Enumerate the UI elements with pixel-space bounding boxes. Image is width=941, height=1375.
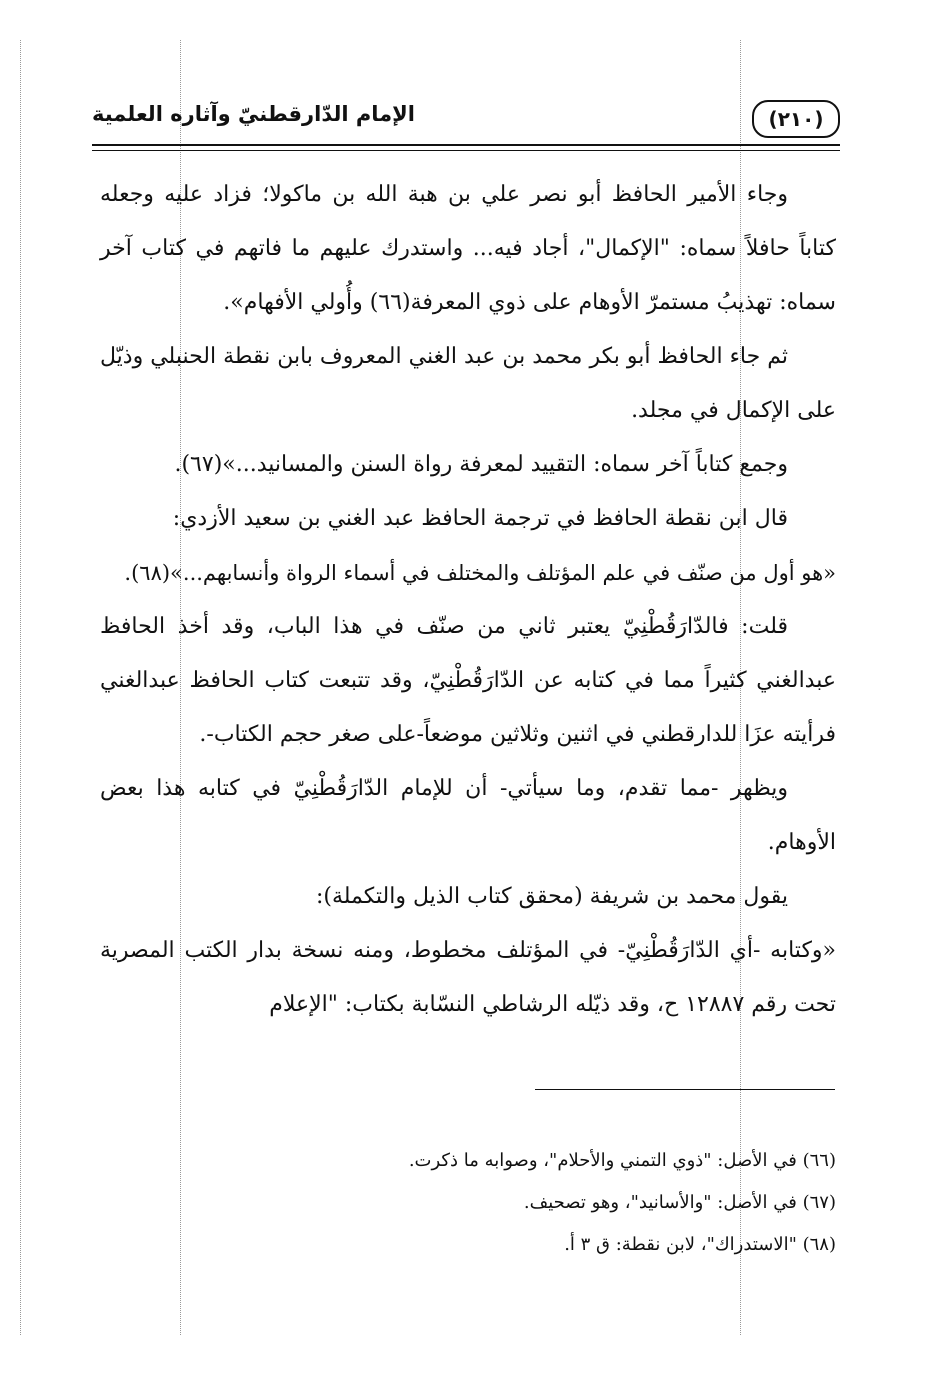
footnote: (٦٨) "الاستدراك"، لابن نقطة: ق ٣ أ. xyxy=(564,1234,836,1255)
paragraph: وجاء الأمير الحافظ أبو نصر علي بن هبة الله بن ماكولا؛ فزاد عليه وجعله كتاباً حافلاً سماه: "الإكمال"، أجاد فيه... واستدرك عليهم ما فاتهم في كتاب آخر سماه: تهذيبُ مستمرّ الأوهام على ذوي المعرفة(٦٦) وأُولي الأفهام». xyxy=(100,182,836,315)
quotation: «وكتابه -أي الدّارَقُطْنِيّ- في المؤتلف مخطوط، ومنه نسخة بدار الكتب المصرية تحت رقم ١٢٨٨٧ ح، وقد ذيّله الرشاطي النسّابة بكتاب: "الإعلام xyxy=(100,938,836,1017)
main-text xyxy=(100,168,836,1032)
paragraph: قال ابن نقطة الحافظ في ترجمة الحافظ عبد الغني بن سعيد الأزدي: xyxy=(172,506,788,531)
page-number: (٢١٠) xyxy=(752,100,840,138)
paragraph: ثم جاء الحافظ أبو بكر محمد بن عبد الغني المعروف بابن نقطة الحنبلي وذيّل على الإكمال في مجلد. xyxy=(100,344,836,423)
header-rule xyxy=(92,144,840,146)
paragraph: وجمع كتاباً آخر سماه: التقييد لمعرفة رواة السنن والمسانيد...»(٦٧). xyxy=(174,452,788,477)
header-rule-thin xyxy=(92,150,840,151)
paragraph: ويظهر -مما تقدم، وما سيأتي- أن للإمام الدّارَقُطْنِيّ في كتابه هذا بعض الأوهام. xyxy=(100,776,836,855)
quotation: «هو أول من صنّف في علم المؤتلف والمختلف في أسماء الرواة وأنسابهم...»(٦٨). xyxy=(124,561,836,585)
footnote: (٦٦) في الأصل: "ذوي التمني والأحلام"، وصوابه ما ذكرت. xyxy=(408,1150,836,1171)
paragraph: يقول محمد بن شريفة (محقق كتاب الذيل والتكملة): xyxy=(315,884,788,909)
running-title: الإمام الدّارقطنيّ وآثاره العلمية xyxy=(92,102,415,126)
paragraph: قلت: فالدّارَقُطْنِيّ يعتبر ثاني من صنّف في هذا الباب، وقد أخذ الحافظ عبدالغني كثيراً مما في كتابه عن الدّارَقُطْنِيّ، وقد تتبعت كتاب الحافظ عبدالغني فرأيته عزَا للدارقطني في اثنين وثلاثين موضعاً-على صغر حجم الكتاب-. xyxy=(100,614,836,747)
footnotes xyxy=(100,1140,836,1266)
page-header xyxy=(92,98,840,142)
scan-dotted-line xyxy=(20,40,21,1335)
footnote-separator xyxy=(535,1089,835,1090)
footnote: (٦٧) في الأصل: "والأسانيد"، وهو تصحيف. xyxy=(523,1192,836,1213)
